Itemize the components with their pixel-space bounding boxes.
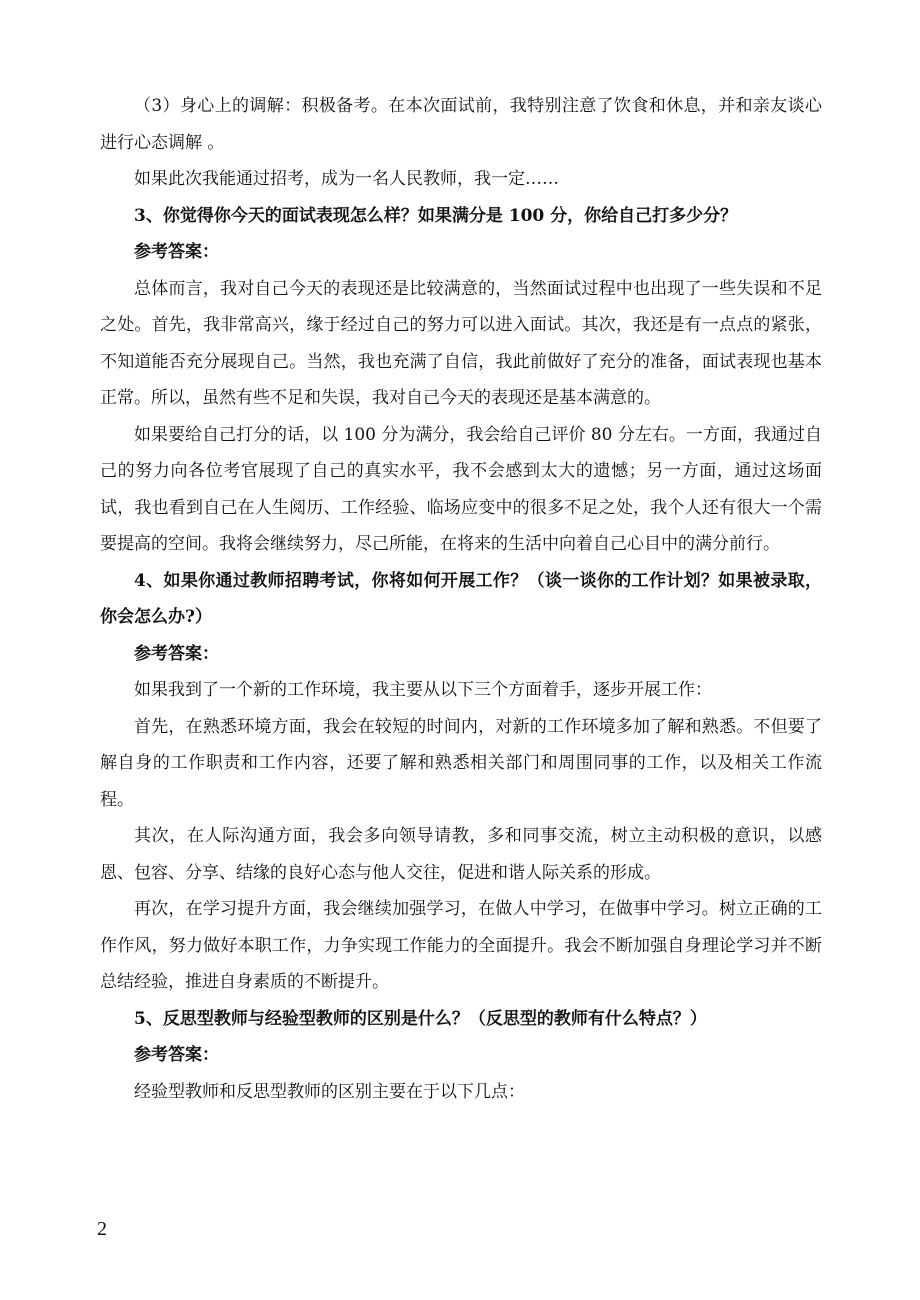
paragraph-second-communication: 其次，在人际沟通方面，我会多向领导请教，多和同事交流，树立主动积极的意识，以感恩、包容、分享、结缘的良好心态与他人交往，促进和谐人际关系的形成。 [100,826,822,883]
page-number: 2 [97,1218,107,1240]
paragraph-adjustment: （3）身心上的调解：积极备考。在本次面试前，我特别注意了饮食和休息，并和亲友谈心进行心态调解 。 [100,96,822,153]
paragraph-commitment: 如果此次我能通过招考，成为一名人民教师，我一定…… [134,169,559,189]
question-4-heading: 4、如果你通过教师招聘考试，你将如何开展工作？（谈一谈你的工作计划？如果被录取，你会怎么办?） [100,570,822,627]
page-content [100,88,822,1110]
paragraph-work-plan-intro: 如果我到了一个新的工作环境，我主要从以下三个方面着手，逐步开展工作： [134,680,712,700]
paragraph-differences-intro: 经验型教师和反思型教师的区别主要在于以下几点： [134,1081,525,1102]
paragraph-third-learning: 再次，在学习提升方面，我会继续加强学习，在做人中学习，在做事中学习。树立正确的工作作风，努力做好本职工作，力争实现工作能力的全面提升。我会不断加强自身理论学习并不断总结经验，推进自身素质的不断提升。 [100,899,822,992]
paragraph-first-environment: 首先，在熟悉环境方面，我会在较短的时间内，对新的工作环境多加了解和熟悉。不但要了解自身的工作职责和工作内容，还要了解和熟悉相关部门和周围同事的工作，以及相关工作流程。 [100,716,822,810]
reference-answer-label: 参考答案： [134,1045,219,1065]
reference-answer-label: 参考答案： [134,643,219,664]
reference-answer-label: 参考答案： [134,242,219,262]
question-5-heading: 5、反思型教师与经验型教师的区别是什么？（反思型的教师有什么特点？） [134,1008,707,1029]
question-3-heading: 3、你觉得你今天的面试表现怎么样？如果满分是 100 分，你给自己打多少分？ [134,205,738,226]
paragraph-overall-performance: 总体而言，我对自己今天的表现还是比较满意的，当然面试过程中也出现了一些失误和不足之处。首先，我非常高兴，缘于经过自己的努力可以进入面试。其次，我还是有一点点的紧张，不知道能否充分展现自己。当然，我也充满了自信，我此前做好了充分的准备，面试表现也基本正常。所以，虽然有些不足和失误，我对自己今天的表现还是基本满意的。 [100,278,822,408]
paragraph-self-score: 如果要给自己打分的话，以 100 分为满分，我会给自己评价 80 分左右。一方面，我通过自己的努力向各位考官展现了自己的真实水平，我不会感到太大的遗憾；另一方面，通过这场面试，我也看到自己在人生阅历、工作经验、临场应变中的很多不足之处，我个人还有很大一个需要提高的空间。我将会继续努力，尽己所能，在将来的生活中向着自己心目中的满分前行。 [100,424,822,554]
